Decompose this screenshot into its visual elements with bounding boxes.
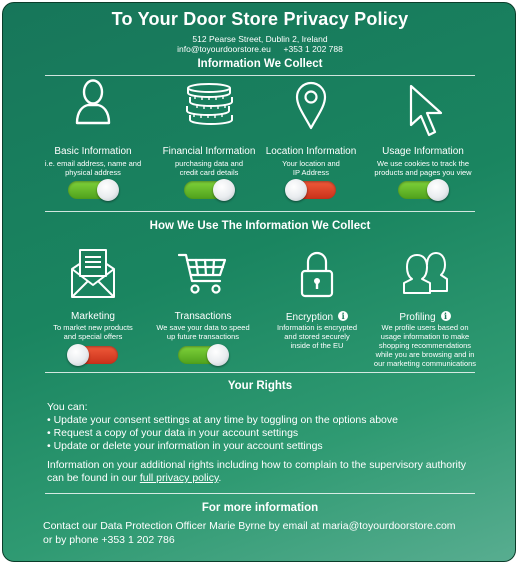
marketing-title: Marketing [71,311,115,322]
location-info-toggle[interactable] [286,181,336,199]
header-phone: +353 1 202 788 [283,44,343,54]
person-icon [73,79,113,125]
financial-info-title: Financial Information [162,146,256,157]
rights-heading: Your Rights [227,380,293,392]
rights-bullet: • Update or delete your information in your account settings [47,440,323,452]
financial-info-desc-1: purchasing data and [175,159,243,168]
profiling-desc-3: shopping recommendations [378,341,472,350]
contact-heading: For more information [201,502,319,514]
rights-more [47,459,487,485]
financial-info-toggle[interactable] [184,181,234,199]
contact-line-2: or by phone +353 1 202 786 [43,533,175,546]
location-info-desc-2: IP Address [292,168,330,177]
basic-info-title: Basic Information [54,146,132,157]
rights-bullet: • Update your consent settings at any time by toggling on the options above [47,414,398,426]
profiling-desc-1: We profile users based on [381,323,469,332]
usage-info-desc-1: We use cookies to track the [377,159,469,168]
users-icon [401,249,449,295]
collect-item-usage [365,79,481,209]
envelope-icon [70,247,116,299]
marketing-desc-1: To market new products [53,323,133,332]
padlock-icon [299,249,335,299]
collect-item-location [253,79,369,209]
rights-more-suffix: . [218,472,222,484]
privacy-policy-card [2,2,516,562]
contact-text [43,520,513,547]
financial-info-desc-2: credit card details [179,168,239,177]
rights-bullet: • Request a copy of your data in your account settings [47,427,299,439]
use-item-profiling [367,247,483,371]
profiling-title-row [367,311,483,323]
basic-info-desc-2: physical address [65,168,121,177]
coins-stack-icon [182,83,236,127]
encryption-title: Encryption [285,312,334,323]
divider [45,493,475,494]
rights-list [47,401,487,453]
transactions-toggle[interactable] [178,346,228,364]
use-heading: How We Use The Information We Collect [149,220,371,232]
header-email[interactable]: info@toyourdoorstore.eu [177,44,271,54]
basic-info-desc-1: i.e. email address, name and [44,159,142,168]
info-icon[interactable]: i [441,311,451,321]
collect-heading: Information We Collect [197,58,323,70]
contact-line [3,44,516,54]
rights-more-line-2 [47,472,487,485]
use-item-transactions [145,247,261,371]
profiling-desc-5: our marketing communications [373,359,477,368]
toggle-knob [285,179,307,201]
divider [45,372,475,373]
toggle-knob [67,344,89,366]
basic-info-toggle[interactable] [68,181,118,199]
profiling-desc-2: usage information to make [380,332,470,341]
encryption-desc-3: inside of the EU [290,341,344,350]
use-item-marketing [35,247,151,371]
collect-item-basic [35,79,151,209]
profiling-title: Profiling [399,312,436,323]
info-icon[interactable]: i [338,311,348,321]
toggle-knob [207,344,229,366]
divider [45,211,475,212]
transactions-desc-2: up future transactions [166,332,240,341]
rights-intro: You can: [47,401,88,413]
encryption-title-row [259,311,375,323]
marketing-desc-2: and special offers [63,332,123,341]
toggle-knob [213,179,235,201]
profiling-desc-4: while you are browsing and in [375,350,475,359]
usage-info-toggle[interactable] [398,181,448,199]
encryption-desc-2: and stored securely [284,332,350,341]
location-info-desc-1: Your location and [282,159,340,168]
shopping-cart-icon [178,251,228,297]
toggle-knob [97,179,119,201]
rights-more-prefix: can be found in our [47,472,140,484]
toggle-knob [427,179,449,201]
location-info-title: Location Information [265,146,357,157]
divider [45,75,475,76]
contact-line-1: Contact our Data Protection Officer Marie Byrne by email at maria@toyourdoorstore.com [43,520,456,532]
transactions-title: Transactions [174,311,232,322]
marketing-toggle[interactable] [68,346,118,364]
full-privacy-policy-link[interactable]: full privacy policy [139,472,219,484]
use-item-encryption [259,247,375,371]
encryption-desc-1: Information is encrypted [276,323,358,332]
location-pin-icon [294,81,328,131]
page-title: To Your Door Store Privacy Policy [111,9,409,29]
cursor-arrow-icon [407,83,447,139]
usage-info-title: Usage Information [382,146,464,157]
collect-item-financial [151,79,267,209]
usage-info-desc-2: products and pages you view [374,168,472,177]
address: 512 Pearse Street, Dublin 2, Ireland [192,34,328,44]
transactions-desc-1: We save your data to speed [156,323,250,332]
rights-more-line-1: Information on your additional rights including how to complain to the supervisory authority [47,459,467,471]
